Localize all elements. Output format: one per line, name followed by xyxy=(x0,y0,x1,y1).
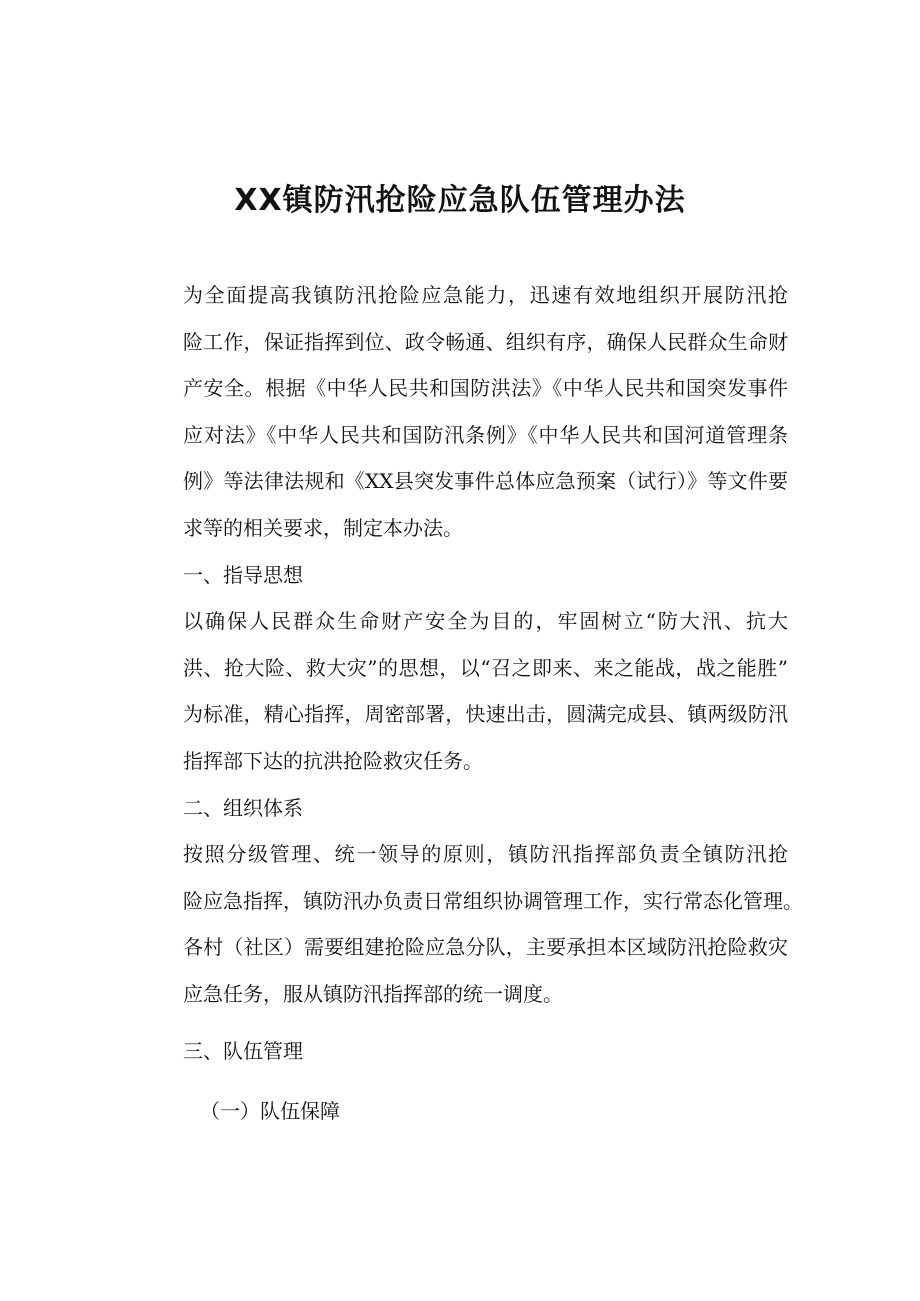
intro-line-3: 产安全。根据《中华人民共和国防洪法》《中华人民共和国突发事件 xyxy=(183,376,788,401)
intro-line-4: 应对法》《中华人民共和国防汛条例》《中华人民共和国河道管理条 xyxy=(183,422,788,447)
guiding-ideology-paragraph xyxy=(136,598,788,784)
intro-paragraph xyxy=(136,272,788,552)
intro-line-5: 例》等法律法规和《XX县突发事件总体应急预案（试行）》等文件要 xyxy=(183,469,788,494)
intro-line-6: 求等的相关要求，制定本办法。 xyxy=(183,515,463,540)
section-heading-guiding-ideology: 一、指导思想 xyxy=(183,562,303,587)
organization-paragraph xyxy=(136,831,803,1017)
subheading-team-support: （一）队伍保障 xyxy=(200,1099,340,1124)
document-title: XX镇防汛抢险应急队伍管理办法 xyxy=(234,183,686,218)
section1-line-4: 指挥部下达的抗洪抢险救灾任务。 xyxy=(183,748,483,773)
section2-line-1: 按照分级管理、统一领导的原则，镇防汛指挥部负责全镇防汛抢 xyxy=(183,842,788,867)
section-heading-organization: 二、组织体系 xyxy=(183,795,303,820)
section-heading-team-management: 三、队伍管理 xyxy=(183,1038,303,1063)
section1-line-3: 为标准，精心指挥，周密部署，快速出击，圆满完成县、镇两级防汛 xyxy=(183,702,788,727)
section1-line-1: 以确保人民群众生命财产安全为目的，牢固树立“防大汛、抗大 xyxy=(183,609,788,634)
intro-line-2: 险工作，保证指挥到位、政令畅通、组织有序，确保人民群众生命财 xyxy=(183,329,788,354)
section2-line-4: 应急任务，服从镇防汛指挥部的统一调度。 xyxy=(183,981,563,1006)
section1-line-2: 洪、抢大险、救大灾”的思想，以“召之即来、来之能战，战之能胜” xyxy=(183,655,788,680)
section2-line-3: 各村（社区）需要组建抢险应急分队，主要承担本区域防汛抢险救灾 xyxy=(183,935,788,960)
section2-line-2: 险应急指挥，镇防汛办负责日常组织协调管理工作，实行常态化管理。 xyxy=(183,888,803,913)
intro-line-1: 为全面提高我镇防汛抢险应急能力，迅速有效地组织开展防汛抢 xyxy=(183,283,788,307)
document-body xyxy=(136,272,803,1135)
